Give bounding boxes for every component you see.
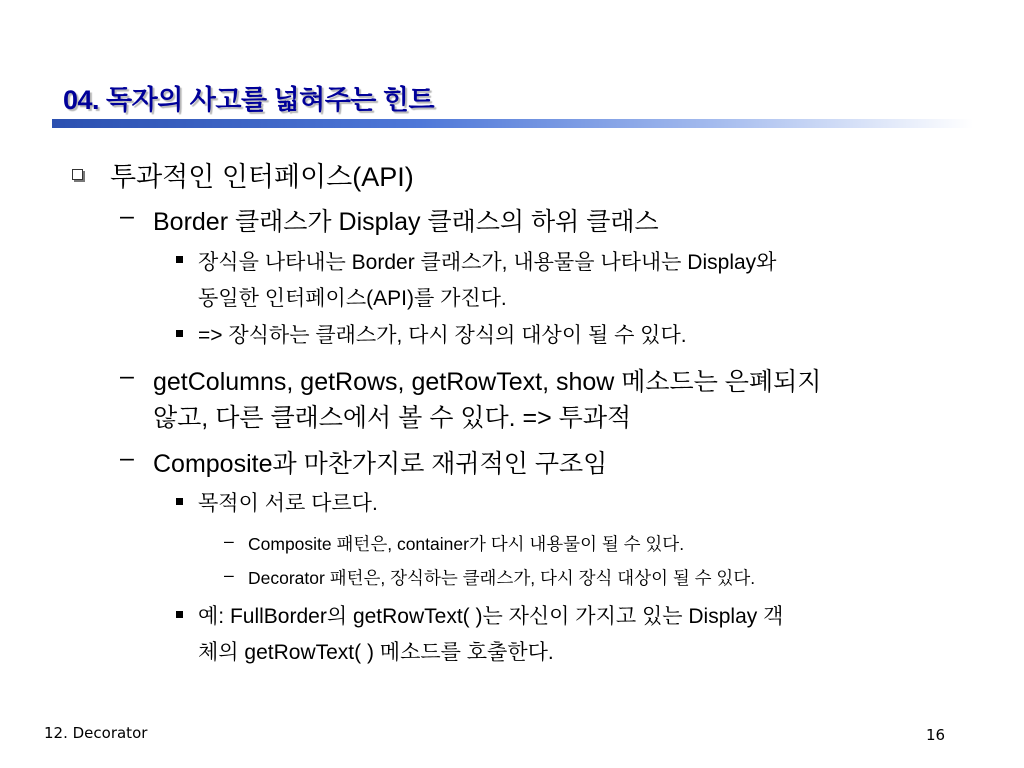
bullet-level3-text-line2: 동일한 인터페이스(API)를 가진다. xyxy=(198,287,507,310)
bullet-level3-text-line1: 예: FullBorder의 getRowText( )는 자신이 가지고 있는 Display 객 xyxy=(198,605,784,628)
bullet-level3-text-line2: 체의 getRowText( ) 메소드를 호출한다. xyxy=(198,641,554,664)
filled-square-bullet-icon xyxy=(176,498,183,505)
dash-bullet-icon: – xyxy=(120,444,134,472)
bullet-level3-text: => 장식하는 클래스가, 다시 장식의 대상이 될 수 있다. xyxy=(198,324,687,347)
bullet-level2-text-line2: 않고, 다른 클래스에서 볼 수 있다. => 투과적 xyxy=(153,404,632,432)
slide-title: 04. 독자의 사고를 넓혀주는 힌트 xyxy=(63,85,435,115)
filled-square-bullet-icon xyxy=(176,330,183,337)
bullet-level2-text-line1: getColumns, getRows, getRowText, show 메소드는 은폐되지 xyxy=(153,368,822,396)
bullet-level1-text: 투과적인 인터페이스(API) xyxy=(110,162,414,192)
bullet-level4-text: Composite 패턴은, container가 다시 내용물이 될 수 있다. xyxy=(248,534,685,554)
bullet-level3-text: 목적이 서로 다르다. xyxy=(198,492,378,515)
bullet-level4-text: Decorator 패턴은, 장식하는 클래스가, 다시 장식 대상이 될 수 있다. xyxy=(248,568,756,588)
dash-bullet-icon: – xyxy=(120,362,134,390)
filled-square-bullet-icon xyxy=(176,611,183,618)
bullet-level2-text: Border 클래스가 Display 클래스의 하위 클래스 xyxy=(153,208,659,236)
dash-bullet-icon: – xyxy=(224,565,234,585)
hollow-square-bullet-icon xyxy=(72,169,83,180)
dash-bullet-icon: – xyxy=(224,531,234,551)
filled-square-bullet-icon xyxy=(176,256,183,263)
footer-chapter-label: 12. Decorator xyxy=(44,724,148,742)
bullet-level2-text: Composite과 마찬가지로 재귀적인 구조임 xyxy=(153,450,608,478)
bullet-level3-text-line1: 장식을 나타내는 Border 클래스가, 내용물을 나타내는 Display와 xyxy=(198,251,777,274)
footer-page-number: 16 xyxy=(926,726,946,744)
dash-bullet-icon: – xyxy=(120,202,134,230)
